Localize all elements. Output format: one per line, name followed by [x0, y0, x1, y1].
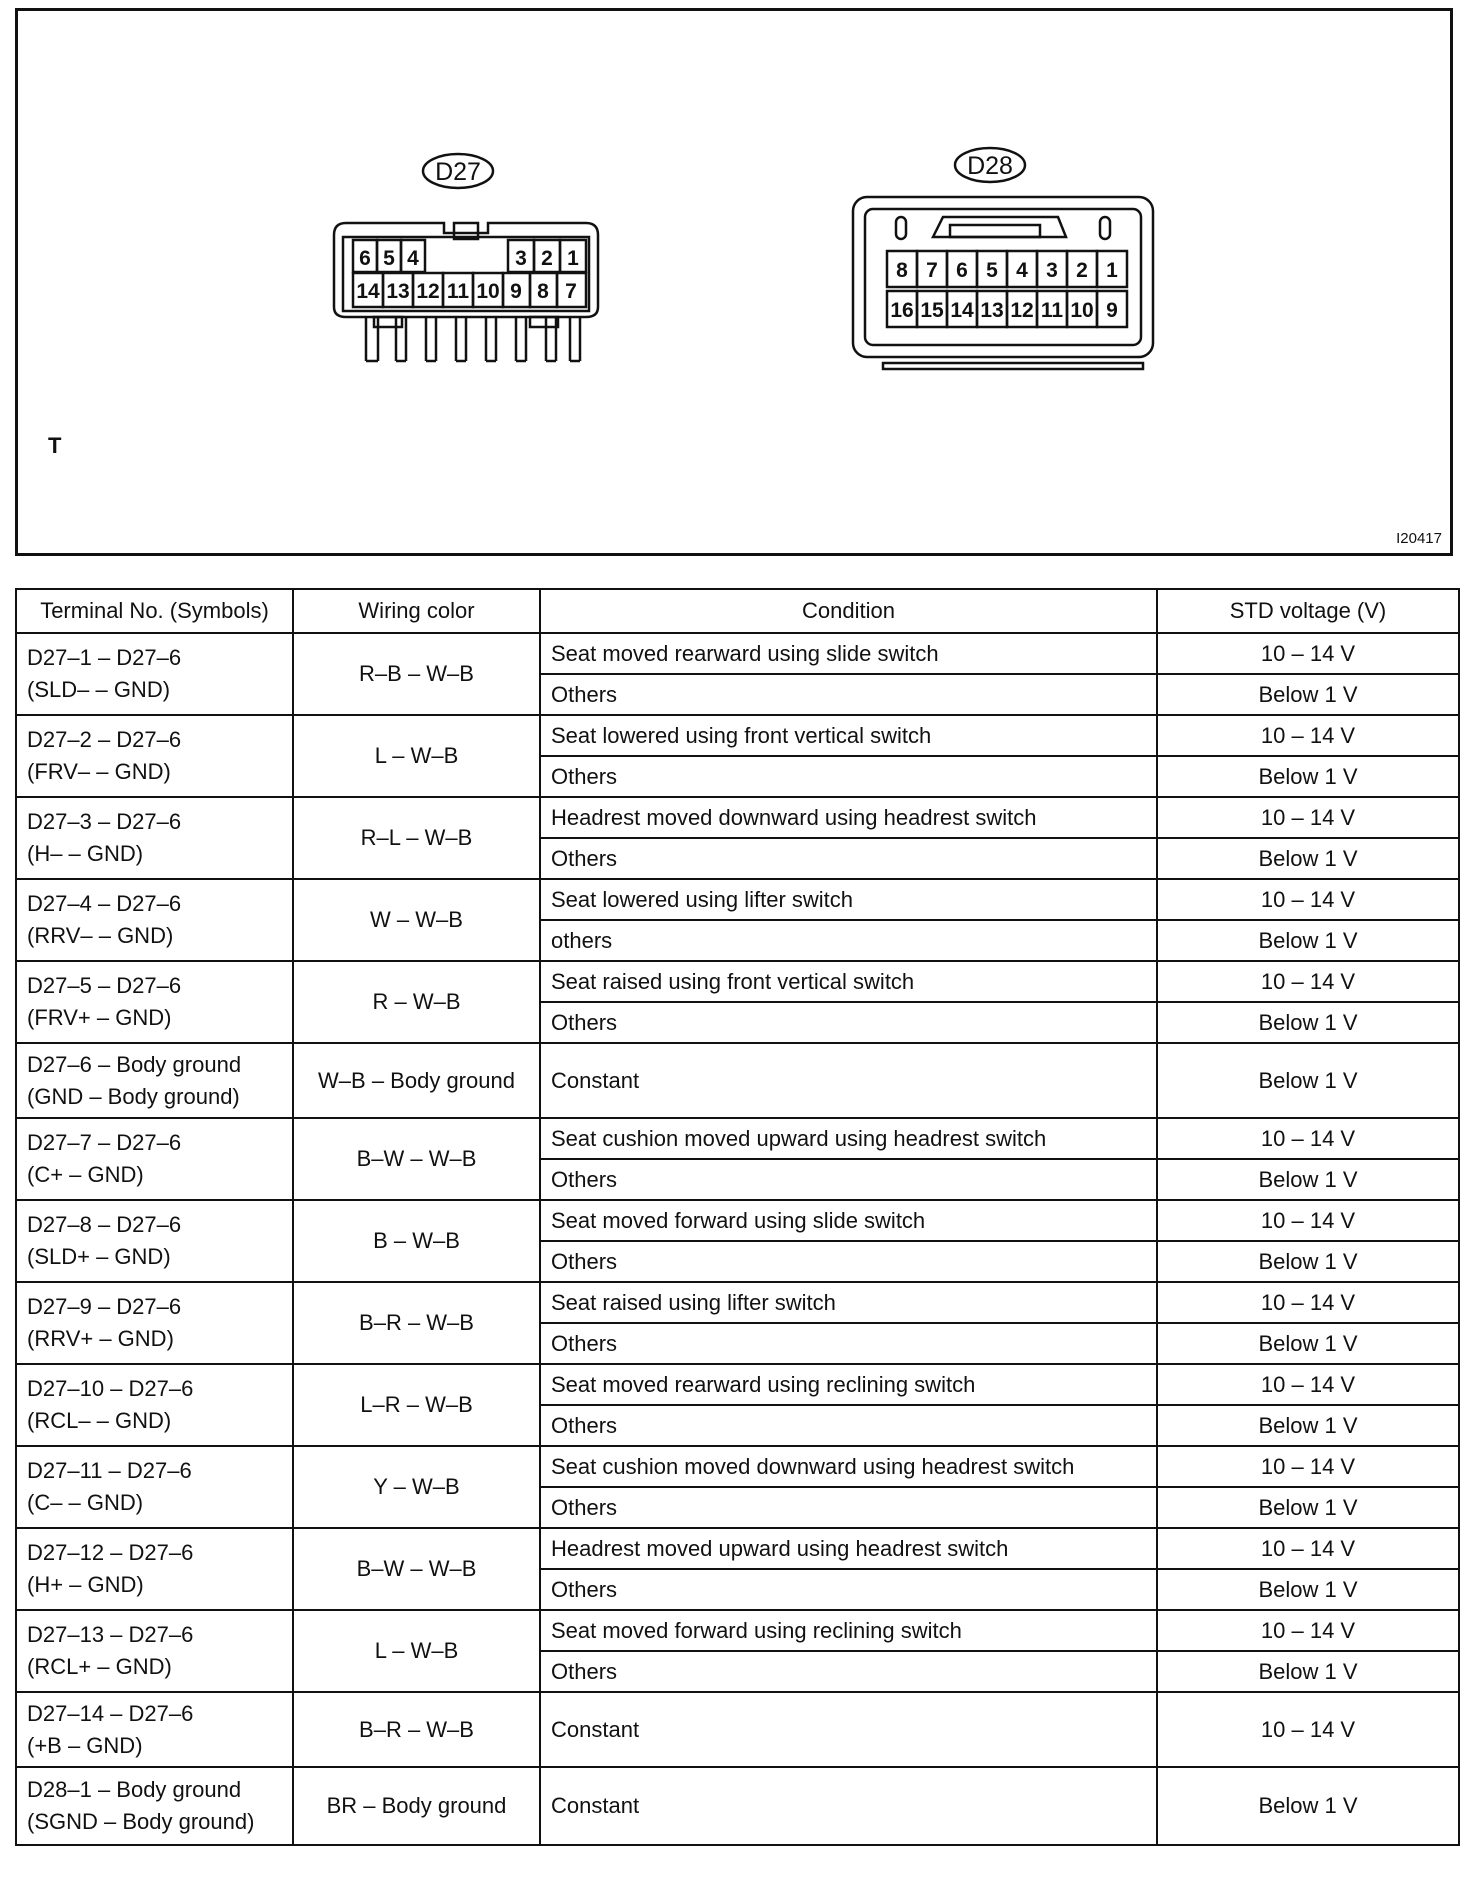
condition: Headrest moved downward using headrest switch [540, 797, 1157, 838]
d27-pin: 8 [537, 280, 549, 303]
terminal-cell [16, 1692, 293, 1767]
d28-latch [933, 217, 1066, 237]
terminal-symbols: (FRV– – GND) [27, 759, 171, 784]
condition: Others [540, 1241, 1157, 1282]
d27-label: D27 [435, 158, 481, 186]
terminal-symbols: (GND – Body ground) [27, 1083, 240, 1109]
table-row [16, 1767, 1459, 1845]
terminal-no: D27–1 – D27–6 [27, 645, 182, 670]
terminal-no: D27–14 – D27–6 [27, 1700, 194, 1726]
condition: Constant [540, 1043, 1157, 1118]
terminal-symbols: (+B – GND) [27, 1732, 143, 1758]
table-row [16, 1364, 1459, 1405]
d27-pin: 5 [383, 247, 395, 270]
std-voltage: Below 1 V [1157, 920, 1459, 961]
d28-pin: 2 [1076, 259, 1088, 282]
terminal-cell [16, 715, 293, 797]
d27-pin: 13 [386, 280, 410, 303]
d28-pin: 16 [890, 299, 914, 322]
std-voltage: Below 1 V [1157, 756, 1459, 797]
condition: Seat raised using front vertical switch [540, 961, 1157, 1002]
condition: Others [540, 1159, 1157, 1200]
std-voltage: 10 – 14 V [1157, 1692, 1459, 1767]
std-voltage: Below 1 V [1157, 1241, 1459, 1282]
condition: others [540, 920, 1157, 961]
std-voltage: 10 – 14 V [1157, 633, 1459, 674]
d27-pin: 3 [515, 247, 527, 270]
std-voltage: Below 1 V [1157, 838, 1459, 879]
figure-id: I20417 [1396, 530, 1442, 547]
std-voltage: Below 1 V [1157, 1405, 1459, 1446]
connector-drawing [18, 11, 1450, 553]
d28-label: D28 [967, 152, 1013, 180]
condition: Seat cushion moved downward using headrest switch [540, 1446, 1157, 1487]
terminal-no: D27–2 – D27–6 [27, 727, 182, 752]
table-row [16, 1118, 1459, 1159]
terminal-no: D27–9 – D27–6 [27, 1294, 182, 1319]
condition: Constant [540, 1767, 1157, 1845]
condition: Seat moved rearward using reclining switch [540, 1364, 1157, 1405]
wiring-color: B–R – W–B [293, 1692, 540, 1767]
terminal-no: D27–5 – D27–6 [27, 973, 182, 998]
terminal-symbols: (H+ – GND) [27, 1572, 144, 1597]
d28-pin: 5 [986, 259, 998, 282]
terminal-cell [16, 633, 293, 715]
terminal-symbols: (FRV+ – GND) [27, 1005, 172, 1030]
terminal-cell [16, 1282, 293, 1364]
wiring-color: W–B – Body ground [293, 1043, 540, 1118]
d27-pin: 4 [407, 247, 419, 270]
d27-pin: 11 [446, 280, 470, 303]
condition: Seat moved rearward using slide switch [540, 633, 1157, 674]
terminal-symbols: (C– – GND) [27, 1490, 144, 1515]
std-voltage: 10 – 14 V [1157, 1200, 1459, 1241]
terminal-no: D27–8 – D27–6 [27, 1212, 182, 1237]
terminal-no: D27–3 – D27–6 [27, 809, 182, 834]
d27-pin: 12 [416, 280, 440, 303]
d28-pin: 13 [980, 299, 1004, 322]
d28-pin: 12 [1010, 299, 1034, 322]
condition: Seat lowered using lifter switch [540, 879, 1157, 920]
condition: Seat lowered using front vertical switch [540, 715, 1157, 756]
terminal-symbols: (SGND – Body ground) [27, 1809, 255, 1834]
std-voltage: 10 – 14 V [1157, 879, 1459, 920]
std-voltage: Below 1 V [1157, 1159, 1459, 1200]
table-row [16, 1282, 1459, 1323]
terminal-no: D27–10 – D27–6 [27, 1376, 194, 1401]
std-voltage: 10 – 14 V [1157, 715, 1459, 756]
terminal-cell [16, 1446, 293, 1528]
table-header-row [16, 589, 1459, 633]
condition: Others [540, 1405, 1157, 1446]
terminal-cell [16, 1200, 293, 1282]
std-voltage: Below 1 V [1157, 1569, 1459, 1610]
table-row [16, 879, 1459, 920]
d27-pin: 10 [476, 280, 500, 303]
connector-d27 [334, 154, 598, 361]
terminal-no: D27–11 – D27–6 [27, 1458, 192, 1483]
wiring-color: B – W–B [293, 1200, 540, 1282]
terminal-symbols: (SLD– – GND) [27, 677, 171, 702]
std-voltage: 10 – 14 V [1157, 961, 1459, 1002]
terminal-symbols: (H– – GND) [27, 841, 144, 866]
header-condition: Condition [540, 589, 1157, 633]
terminal-cell [16, 797, 293, 879]
wiring-color: L – W–B [293, 1610, 540, 1692]
d28-pin: 7 [926, 259, 938, 282]
condition: Others [540, 1569, 1157, 1610]
std-voltage: Below 1 V [1157, 1002, 1459, 1043]
condition: Others [540, 674, 1157, 715]
terminal-symbols: (SLD+ – GND) [27, 1244, 171, 1269]
wiring-color: R–B – W–B [293, 633, 540, 715]
std-voltage: Below 1 V [1157, 1487, 1459, 1528]
terminal-symbols: (RCL+ – GND) [27, 1654, 172, 1679]
side-mark: T [48, 433, 62, 458]
d28-pin: 15 [920, 299, 944, 322]
d27-pin: 7 [565, 280, 577, 303]
d28-pin: 1 [1106, 259, 1118, 282]
condition: Others [540, 1487, 1157, 1528]
terminal-cell [16, 1528, 293, 1610]
wiring-color: B–W – W–B [293, 1118, 540, 1200]
condition: Others [540, 838, 1157, 879]
condition: Others [540, 756, 1157, 797]
terminal-cell [16, 879, 293, 961]
wiring-color: R–L – W–B [293, 797, 540, 879]
table-row [16, 633, 1459, 674]
header-wiring: Wiring color [293, 589, 540, 633]
terminal-cell [16, 1767, 293, 1845]
condition: Seat raised using lifter switch [540, 1282, 1157, 1323]
header-terminal: Terminal No. (Symbols) [16, 589, 293, 633]
condition: Seat cushion moved upward using headrest switch [540, 1118, 1157, 1159]
condition: Constant [540, 1692, 1157, 1767]
std-voltage: Below 1 V [1157, 1323, 1459, 1364]
table-row [16, 1528, 1459, 1569]
std-voltage: Below 1 V [1157, 1767, 1459, 1845]
d27-pin: 6 [359, 247, 371, 270]
wiring-color: R – W–B [293, 961, 540, 1043]
wiring-color: Y – W–B [293, 1446, 540, 1528]
d27-pin: 2 [541, 247, 553, 270]
table-row [16, 1692, 1459, 1767]
wiring-color: B–W – W–B [293, 1528, 540, 1610]
terminal-cell [16, 1043, 293, 1118]
std-voltage: Below 1 V [1157, 674, 1459, 715]
d27-pin: 1 [567, 247, 579, 270]
d28-pin: 10 [1070, 299, 1094, 322]
condition: Others [540, 1002, 1157, 1043]
table-row [16, 961, 1459, 1002]
table-body [16, 633, 1459, 1845]
std-voltage: 10 – 14 V [1157, 1282, 1459, 1323]
d28-pin: 8 [896, 259, 908, 282]
terminal-symbols: (RCL– – GND) [27, 1408, 172, 1433]
std-voltage: 10 – 14 V [1157, 1364, 1459, 1405]
condition: Seat moved forward using slide switch [540, 1200, 1157, 1241]
terminal-cell [16, 1118, 293, 1200]
table-row [16, 797, 1459, 838]
table-row [16, 1200, 1459, 1241]
d27-pin: 9 [510, 280, 522, 303]
terminal-no: D27–12 – D27–6 [27, 1540, 194, 1565]
terminal-no: D27–4 – D27–6 [27, 891, 182, 916]
header-voltage: STD voltage (V) [1157, 589, 1459, 633]
wiring-color: W – W–B [293, 879, 540, 961]
wiring-color: L – W–B [293, 715, 540, 797]
table-row [16, 1043, 1459, 1118]
terminal-no: D27–13 – D27–6 [27, 1622, 194, 1647]
wiring-color: BR – Body ground [293, 1767, 540, 1845]
connector-diagram [15, 8, 1453, 556]
terminal-symbols: (RRV+ – GND) [27, 1326, 174, 1351]
terminal-symbols: (C+ – GND) [27, 1162, 144, 1187]
d27-pin: 14 [356, 280, 380, 303]
d28-pin: 4 [1016, 259, 1028, 282]
terminal-cell [16, 1610, 293, 1692]
wiring-color: B–R – W–B [293, 1282, 540, 1364]
d28-bottom-lip [883, 363, 1143, 369]
wiring-color: L–R – W–B [293, 1364, 540, 1446]
std-voltage: 10 – 14 V [1157, 1528, 1459, 1569]
condition: Headrest moved upward using headrest switch [540, 1528, 1157, 1569]
table-row [16, 715, 1459, 756]
terminal-cell [16, 961, 293, 1043]
terminal-symbols: (RRV– – GND) [27, 923, 174, 948]
terminal-no: D27–7 – D27–6 [27, 1130, 182, 1155]
table-row [16, 1610, 1459, 1651]
terminal-cell [16, 1364, 293, 1446]
d28-pin: 3 [1046, 259, 1058, 282]
d28-pin: 11 [1040, 299, 1064, 322]
condition: Others [540, 1323, 1157, 1364]
d28-pin: 14 [950, 299, 974, 322]
table-row [16, 1446, 1459, 1487]
d28-pin: 9 [1106, 299, 1118, 322]
std-voltage: 10 – 14 V [1157, 1610, 1459, 1651]
terminal-voltage-table [15, 588, 1460, 1846]
terminal-no: D27–6 – Body ground [27, 1051, 242, 1077]
std-voltage: 10 – 14 V [1157, 1446, 1459, 1487]
d28-pin: 6 [956, 259, 968, 282]
std-voltage: Below 1 V [1157, 1651, 1459, 1692]
terminal-no: D28–1 – Body ground [27, 1777, 242, 1802]
condition: Others [540, 1651, 1157, 1692]
std-voltage: 10 – 14 V [1157, 1118, 1459, 1159]
condition: Seat moved forward using reclining switch [540, 1610, 1157, 1651]
std-voltage: Below 1 V [1157, 1043, 1459, 1118]
std-voltage: 10 – 14 V [1157, 797, 1459, 838]
